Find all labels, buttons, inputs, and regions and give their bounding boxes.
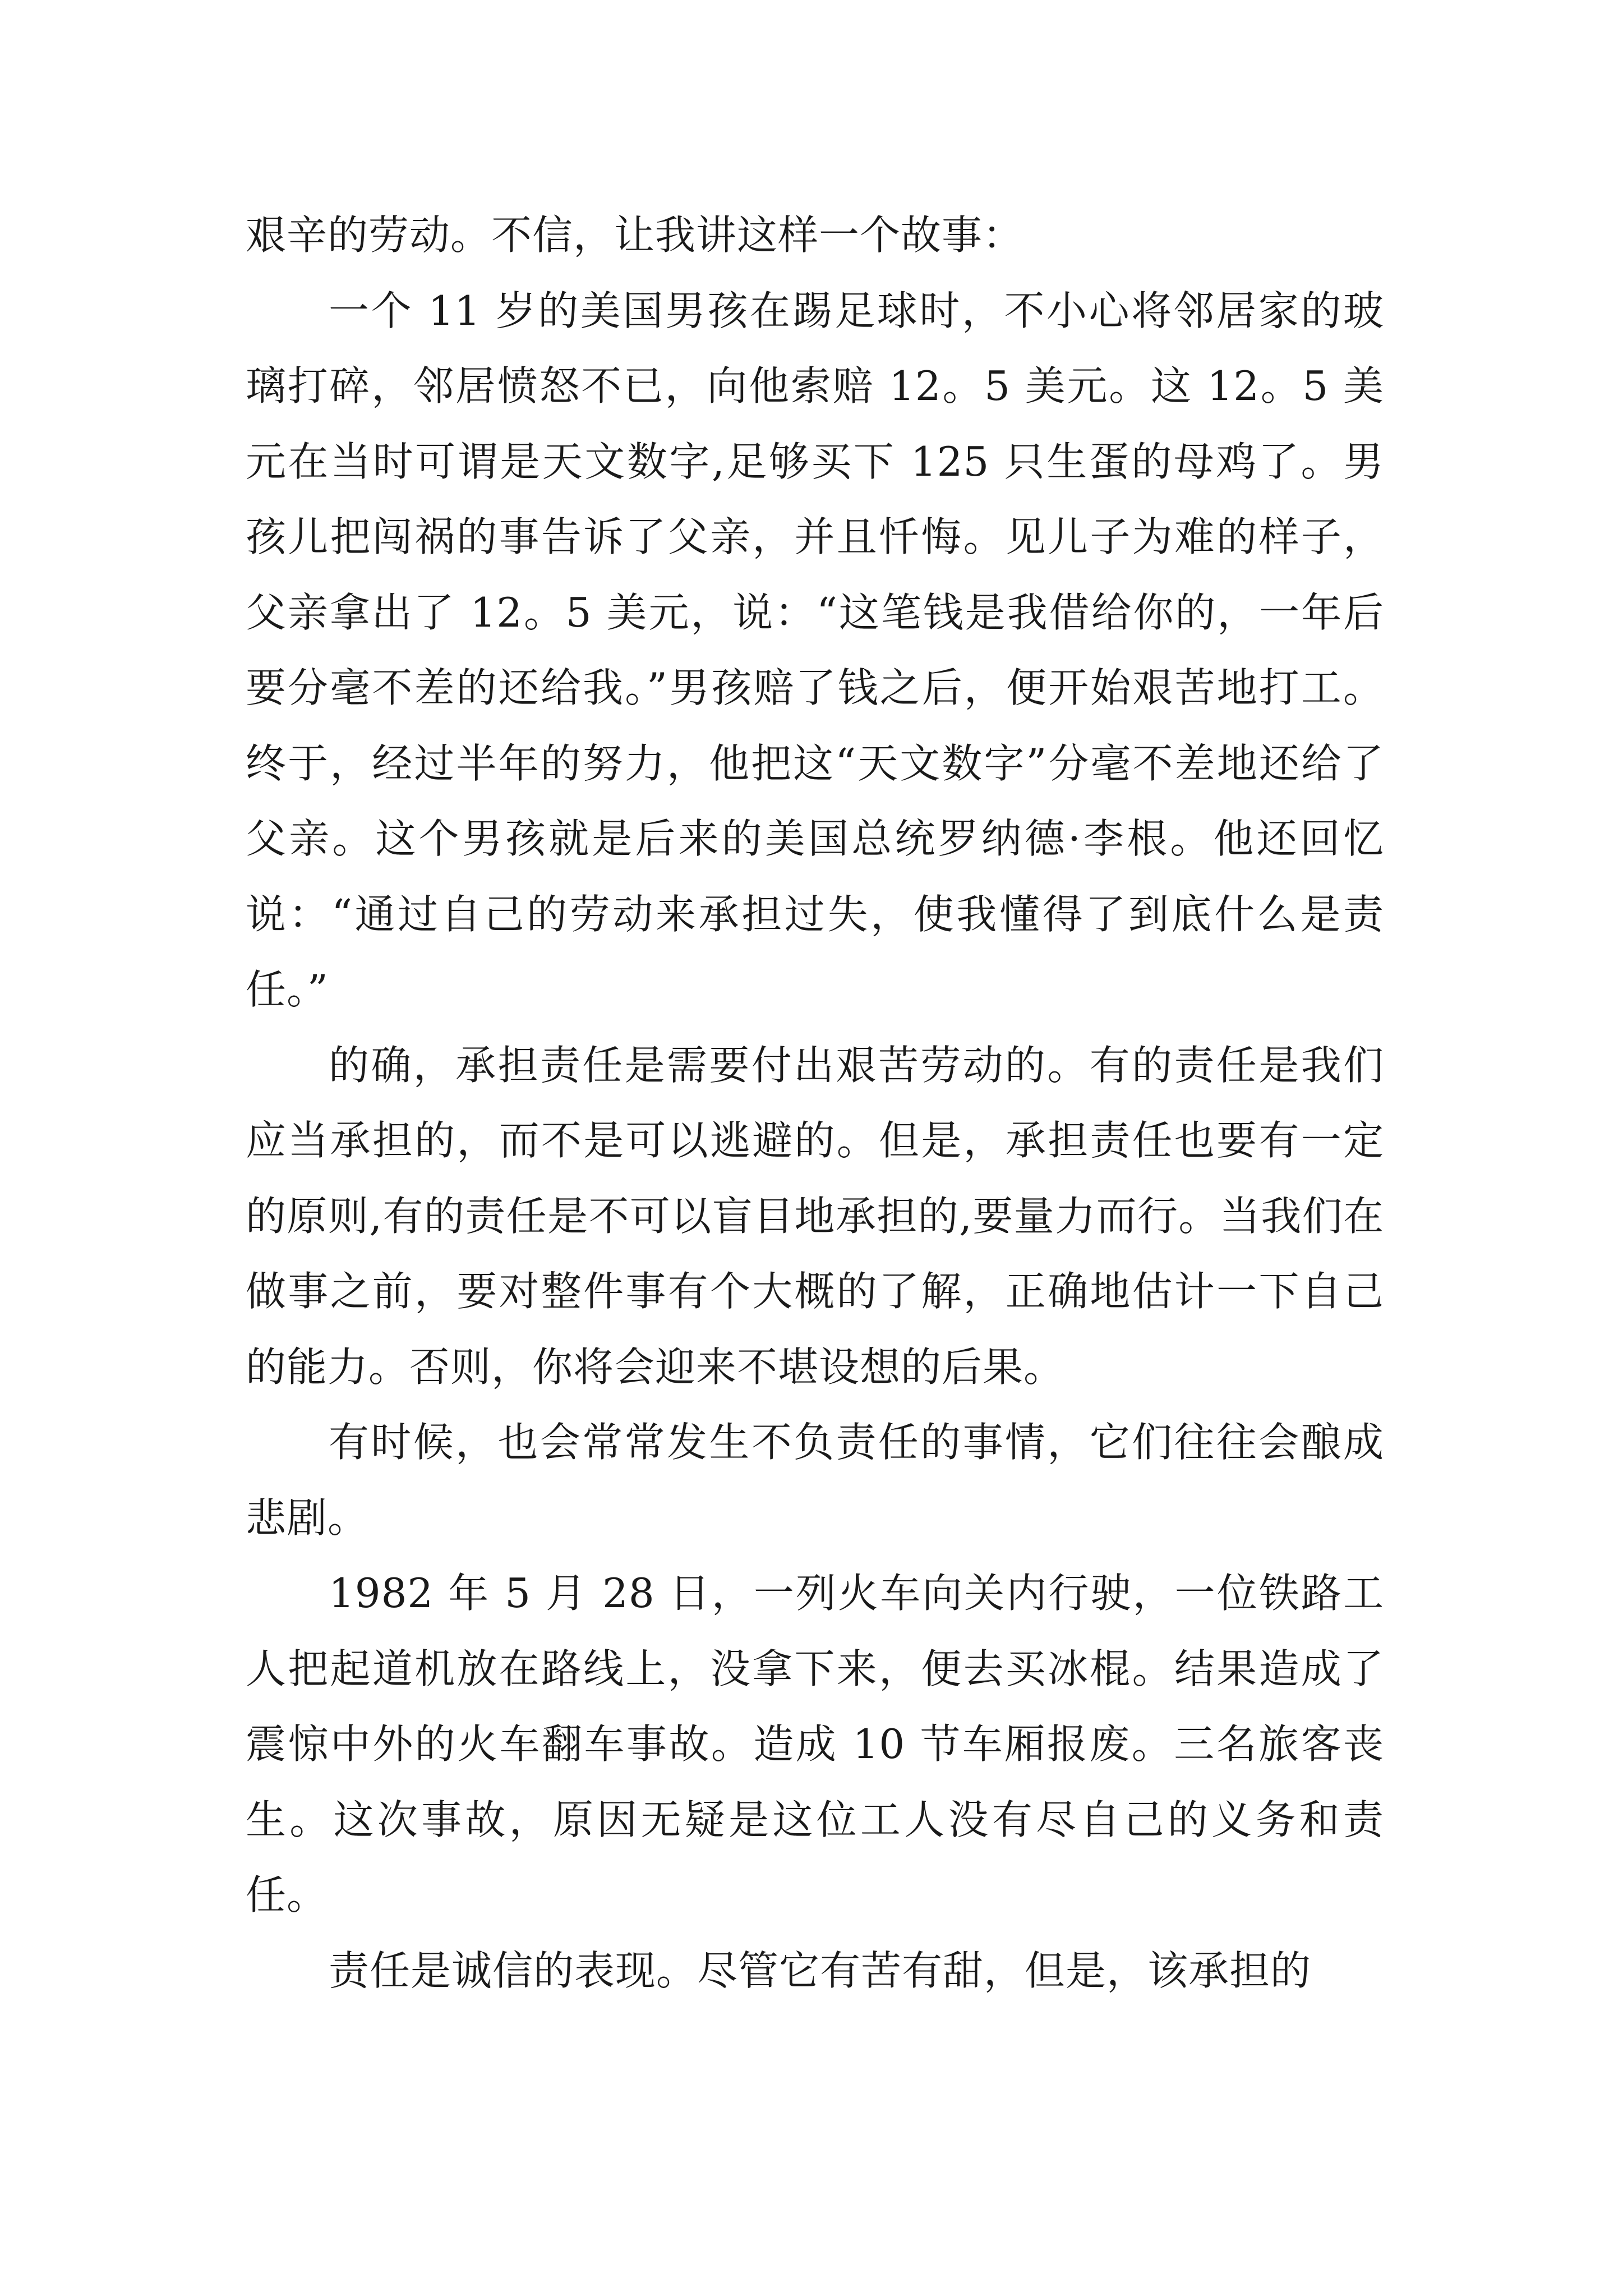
paragraph-2: 一个 11 岁的美国男孩在踢足球时，不小心将邻居家的玻璃打碎，邻居愤怒不已，向他索赔 12。5 美元。这 12。5 美元在当时可谓是天文数字,足够买下 125 只生蛋的母鸡了。男孩儿把闯祸的事告诉了父亲，并且忏悔。见儿子为难的样子，父亲拿出了 12。5 美元，说：“这笔钱是我借给你的，一年后要分毫不差的还给我。”男孩赔了钱之后，便开始艰苦地打工。终于，经过半年的努力，他把这“天文数字”分毫不差地还给了父亲。这个男孩就是后来的美国总统罗纳德·李根。他还回忆说：“通过自己的劳动来承担过失，使我懂得了到底什么是责任。” xyxy=(246,287,1384,1013)
paragraph-3: 的确，承担责任是需要付出艰苦劳动的。有的责任是我们应当承担的，而不是可以逃避的。但是，承担责任也要有一定的原则,有的责任是不可以盲目地承担的,要量力而行。当我们在做事之前，要对整件事有个大概的了解，正确地估计一下自己的能力。否则，你将会迎来不堪设想的后果。 xyxy=(246,1041,1384,1391)
paragraph-6: 责任是诚信的表现。尽管它有苦有甜，但是，该承担的 xyxy=(329,1947,1312,1994)
paragraph-5: 1982 年 5 月 28 日，一列火车向关内行驶，一位铁路工人把起道机放在路线上，没拿下来，便去买冰棍。结果造成了震惊中外的火车翻车事故。造成 10 节车厢报废。三名旅客丧生。这次事故，原因无疑是这位工人没有尽自己的义务和责任。 xyxy=(246,1570,1384,1918)
paragraph-1: 艰辛的劳动。不信，让我讲这样一个故事： xyxy=(246,211,1024,259)
essay-body xyxy=(246,197,1384,2008)
paragraph-4: 有时候，也会常常发生不负责任的事情，它们往往会酿成悲剧。 xyxy=(246,1419,1384,1542)
